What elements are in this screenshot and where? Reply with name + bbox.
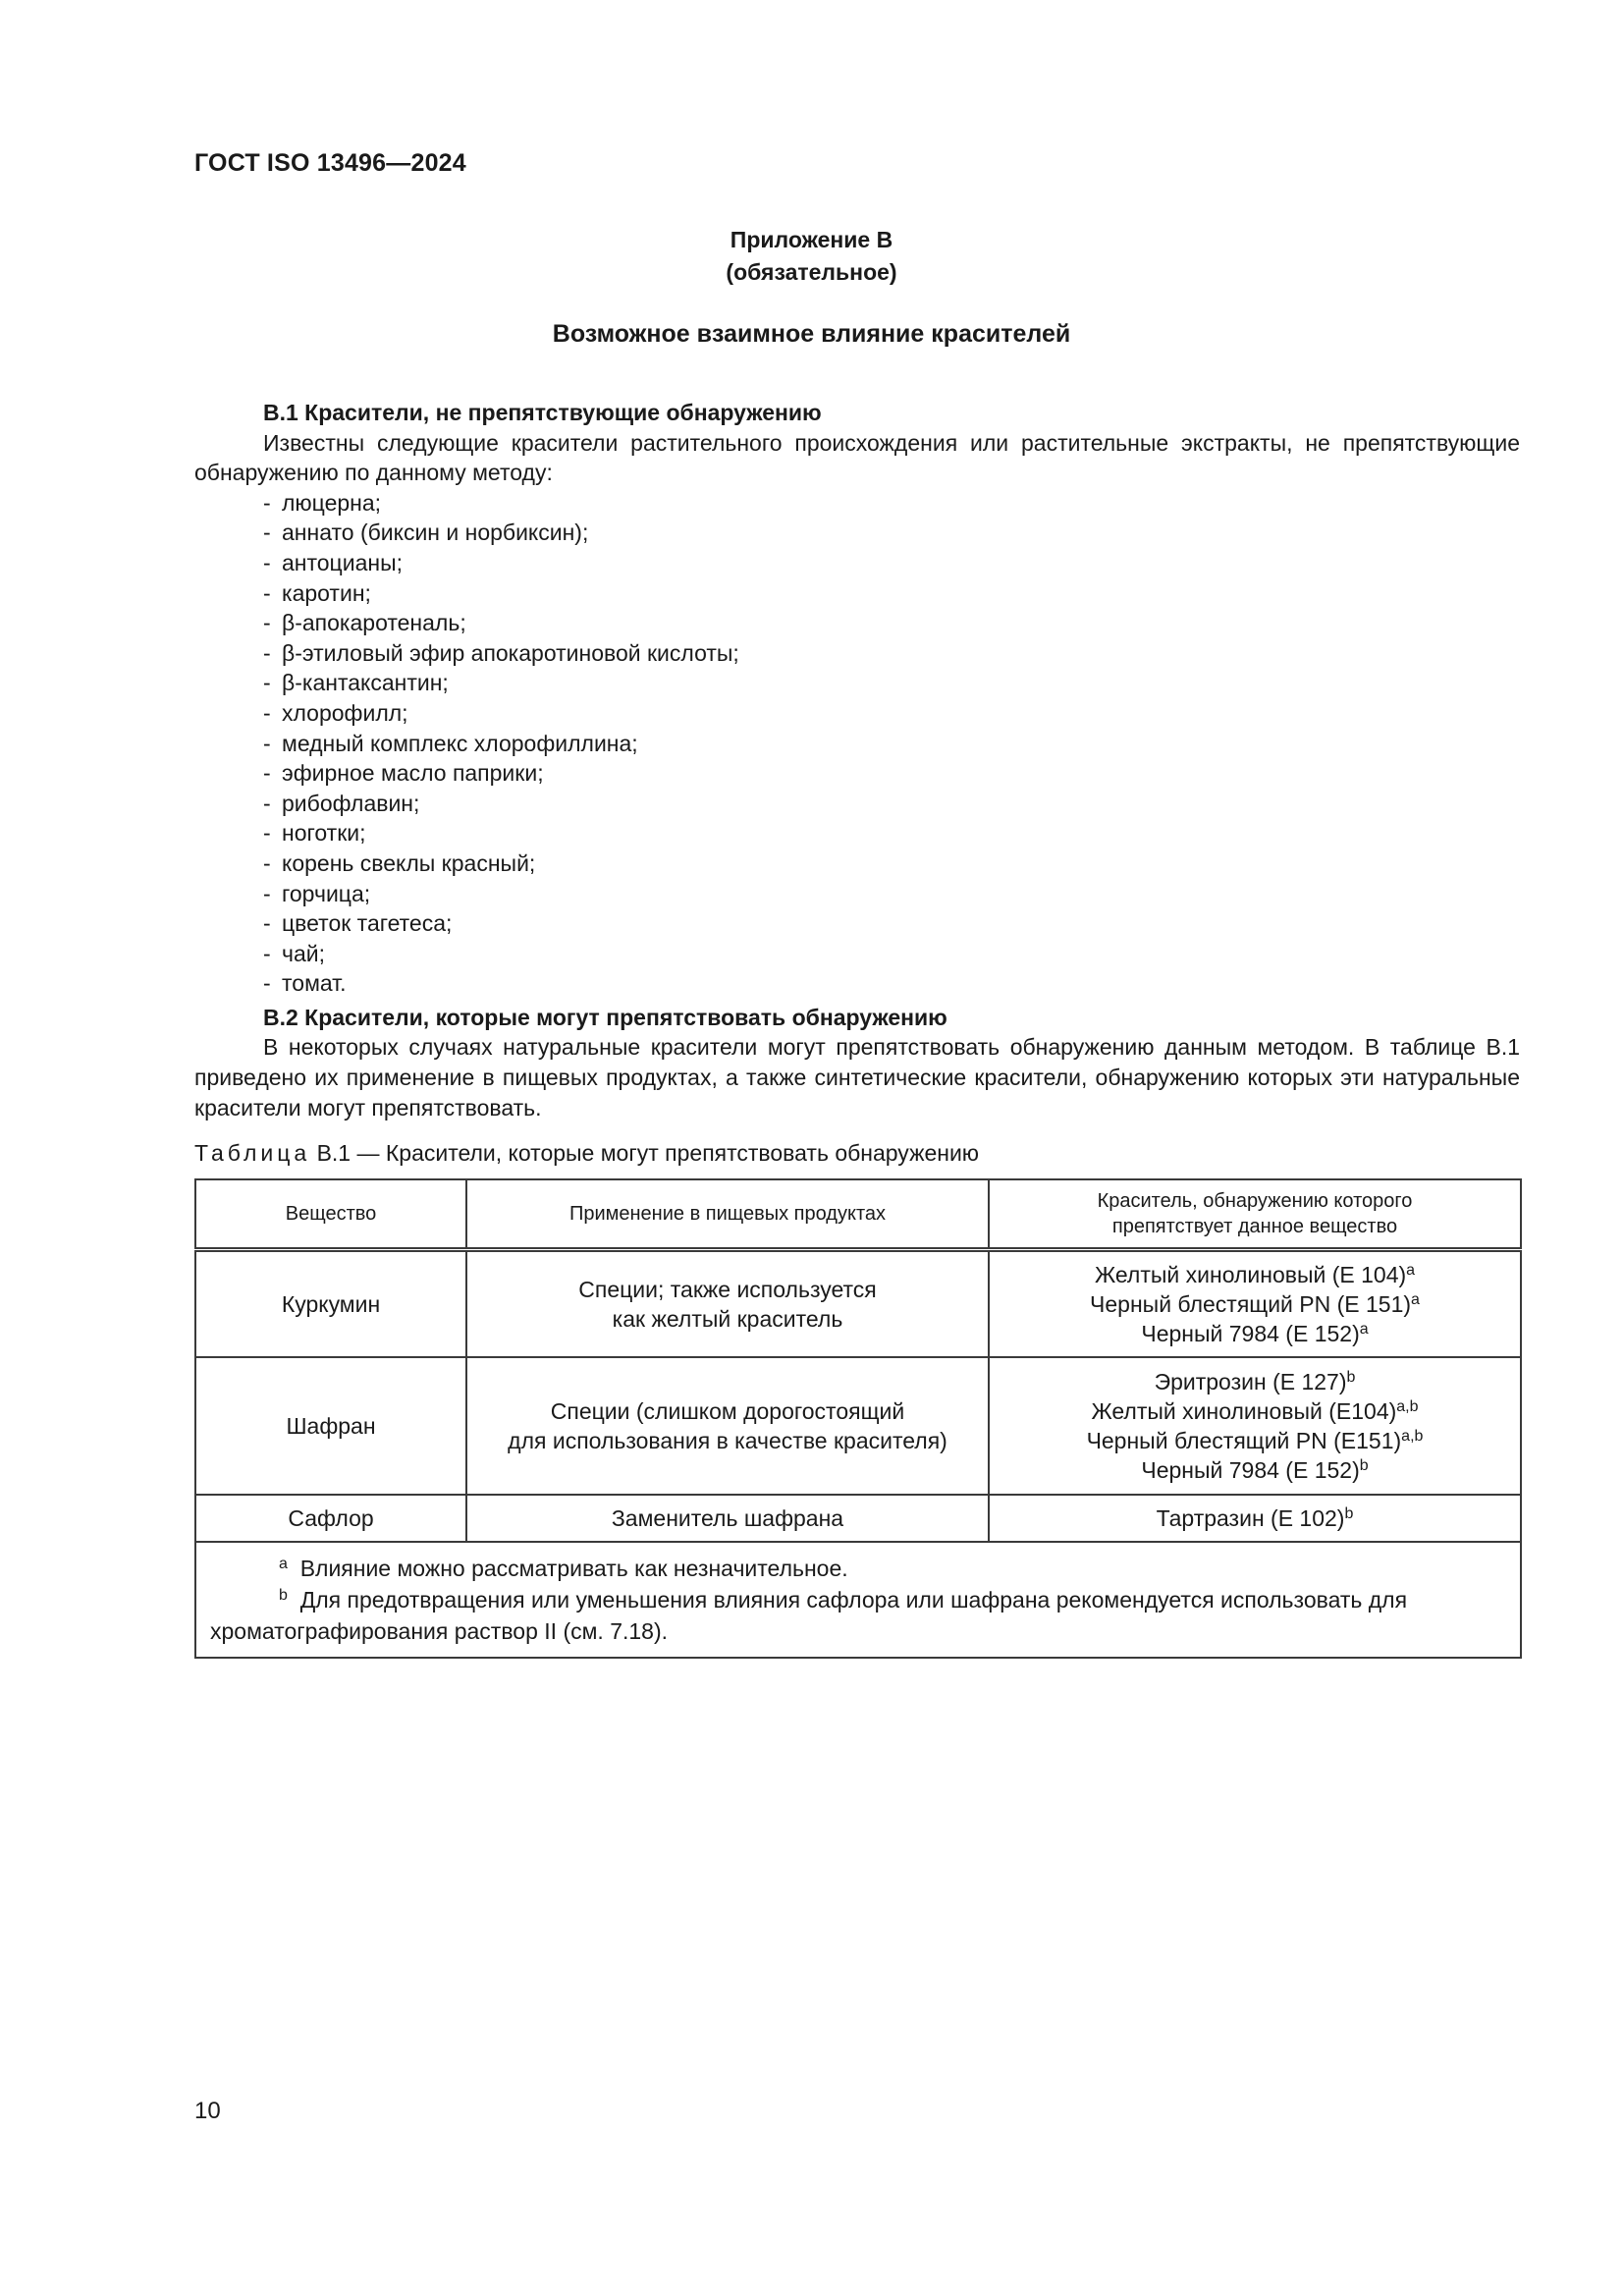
footnote-ref: b <box>1344 1505 1354 1523</box>
page-content <box>194 398 1520 1659</box>
annex-title <box>0 224 1623 289</box>
list-item: - ноготки; <box>263 820 366 847</box>
list-item: - антоцианы; <box>263 549 403 575</box>
list-item: - β-кантаксантин; <box>263 670 449 696</box>
list-item: - томат. <box>263 970 347 997</box>
non-interfering-dye-list <box>194 488 1520 999</box>
substance-cell: Куркумин <box>195 1249 466 1357</box>
interfered-dye-cell: Эритрозин (Е 127)$^b$ Желтый хинолиновый $(Е104)^{a,b}$ Черный блестящий PN $(Е151)^{a,b}$ Черный 7984 (Е 152)$^b$ <box>989 1357 1521 1495</box>
interfered-dye-cell: Тартразин (Е 102)$^b$ <box>989 1495 1521 1542</box>
annex-status: (обязательное) <box>726 259 897 285</box>
list-item: - каротин; <box>263 579 371 606</box>
list-item: - β-этиловый эфир апокаротиновой кислоты; <box>263 639 739 666</box>
usage-cell: Специи; также используется как желтый краситель <box>466 1249 989 1357</box>
list-item: - цветок тагетеса; <box>263 910 453 937</box>
substance-cell: Шафран <box>195 1357 466 1495</box>
table-footnotes <box>195 1542 1521 1658</box>
list-item: - горчица; <box>263 880 371 906</box>
interfered-dye-cell: Желтый хинолиновый (Е 104)$^a$ Черный блестящий PN (Е 151)$^a$ Черный 7984 (Е 152)$^a$ <box>989 1249 1521 1357</box>
column-header-substance: Вещество <box>195 1179 466 1250</box>
column-header-interfered-dye: Краситель, обнаружению которого препятствует данное вещество <box>989 1179 1521 1250</box>
interfering-dyes-table <box>194 1178 1522 1660</box>
list-item: - рибофлавин; <box>263 790 420 816</box>
footnote-ref: a,b <box>1401 1428 1424 1446</box>
usage-cell: Специи (слишком дорогостоящий для использования в качестве красителя) <box>466 1357 989 1495</box>
table-caption <box>194 1138 1520 1169</box>
footnote-b-continuation: хроматографирования раствор II (см. 7.18). <box>210 1618 669 1645</box>
table-caption-label: Таблица <box>194 1140 311 1167</box>
list-item: - β-апокаротеналь; <box>263 610 466 636</box>
list-item: - аннато (биксин и норбиксин); <box>263 519 589 546</box>
section-heading-b1: В.1 Красители, не препятствующие обнаружению <box>263 400 822 425</box>
list-item: - корень свеклы красный; <box>263 849 536 876</box>
page-number: 10 <box>194 2098 221 2124</box>
footnote-ref: b <box>1359 1457 1369 1475</box>
footnote-ref: a <box>1411 1291 1420 1309</box>
column-header-usage: Применение в пищевых продуктах <box>466 1179 989 1250</box>
table-caption-text: В.1 — Красители, которые могут препятствовать обнаружению <box>316 1140 980 1167</box>
list-item: - чай; <box>263 940 326 966</box>
list-item: - медный комплекс хлорофиллина; <box>263 730 638 756</box>
section-b1-intro: Известны следующие красители растительного происхождения или растительные экстракты, не препятствующие обнаружению по данному методу: <box>194 429 1520 486</box>
table-row <box>195 1249 1521 1357</box>
footnote-ref: a,b <box>1396 1398 1419 1416</box>
footnote-ref: a <box>1406 1262 1416 1280</box>
table-row <box>195 1357 1521 1495</box>
table-header-row <box>195 1179 1521 1250</box>
footnote-ref: a <box>1359 1321 1369 1339</box>
footnote-a: $^a$ Влияние можно рассматривать как незначительное. <box>279 1556 848 1582</box>
table-row <box>195 1495 1521 1542</box>
table-footnotes-row <box>195 1542 1521 1658</box>
annex-heading: Возможное взаимное влияние красителей <box>552 320 1071 348</box>
substance-cell: Сафлор <box>195 1495 466 1542</box>
footnote-b: $^b$ Для предотвращения или уменьшения влияния сафлора или шафрана рекомендуется использовать для <box>279 1587 1408 1613</box>
usage-cell: Заменитель шафрана <box>466 1495 989 1542</box>
list-item: - эфирное масло паприки; <box>263 760 544 787</box>
annex-label: Приложение В <box>730 227 893 252</box>
list-item: - хлорофилл; <box>263 699 408 726</box>
section-b2-intro: В некоторых случаях натуральные красители могут препятствовать обнаружению данным методом. В таблице В.1 приведено их применение в пищевых продуктах, а также синтетические красители, обнаружению которых эти натуральные красители могут препятствовать. <box>194 1034 1520 1121</box>
section-heading-b2: В.2 Красители, которые могут препятствовать обнаружению <box>263 1004 947 1030</box>
document-code: ГОСТ ISO 13496—2024 <box>194 149 466 177</box>
footnote-ref: b <box>1346 1369 1356 1387</box>
list-item: - люцерна; <box>263 489 382 516</box>
